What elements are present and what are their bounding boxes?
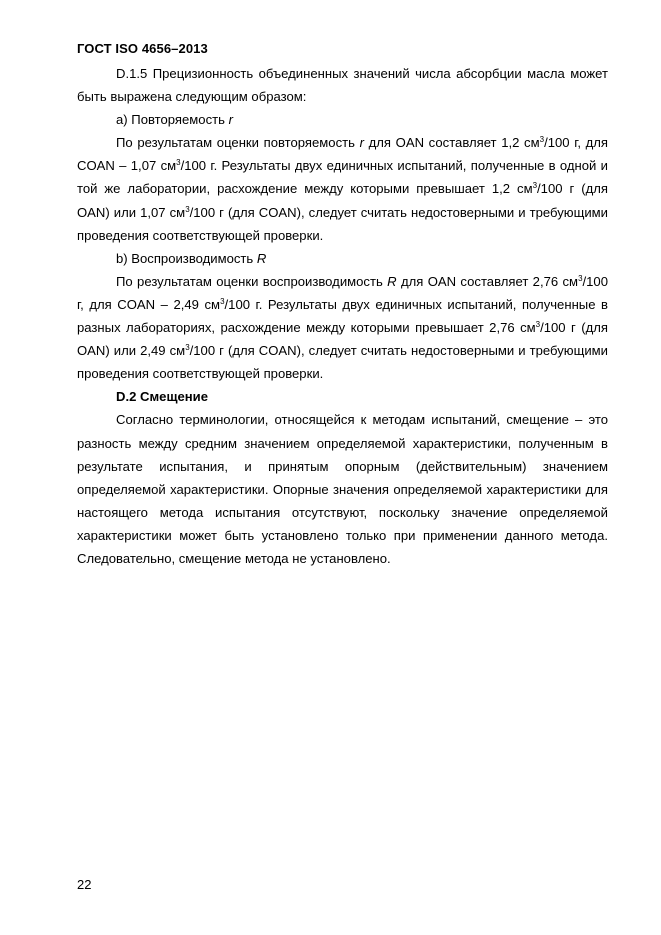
paragraph-repeatability: По результатам оценки повторяемость r для OAN составляет 1,2 $см^3/100$ г, для COAN – 1,07 $см^3/100$ г. Результаты двух единичных испытаний, полученные в одной и той же лаборатории, расхождение между которыми превышает 1,2 $см^3/100$ г (для OAN) или 1,07 $см^3/100$ г (для COAN), следует считать недостоверными и требующими проведения соответствующей проверки. <box>77 135 609 243</box>
paragraph-d15-intro: D.1.5 Прецизионность объединенных значений числа абсорбции масла может быть выражена следующим образом: <box>77 66 608 105</box>
subheading-reproducibility: b) Воспроизводимость R <box>116 250 267 266</box>
document-header: ГОСТ ISO 4656–2013 <box>77 41 208 56</box>
paragraph-reproducibility: По результатам оценки воспроизводимость R для OAN составляет 2,76 $см^3/100$ г, для COAN – 2,49 $см^3/100$ г. Результаты двух единичных испытаний, полученные в разных лабораториях, расхождение между которыми превышает 2,76 $см^3/100$ г (для OAN) или 2,49 $см^3/100$ г (для COAN), следует считать недостоверными и требующими проведения соответствующей проверки. <box>77 273 609 382</box>
document-body <box>77 62 608 570</box>
section-heading-d2: D.2 Смещение <box>116 389 209 405</box>
page-number: 22 <box>77 877 92 892</box>
subheading-repeatability: а) Повторяемость r <box>116 112 233 128</box>
paragraph-d2: Согласно терминологии, относящейся к методам испытаний, смещение – это разность между средним значением определяемой характеристики, полученным в результате испытания, и принятым опорным (действительным) значением определяемой характеристики. Опорные значения определяемой характеристики для настоящего метода испытания отсутствуют, поскольку значение определяемой характеристики может быть установлено только при применении данного метода. Следовательно, смещение метода не установлено. <box>77 412 608 566</box>
